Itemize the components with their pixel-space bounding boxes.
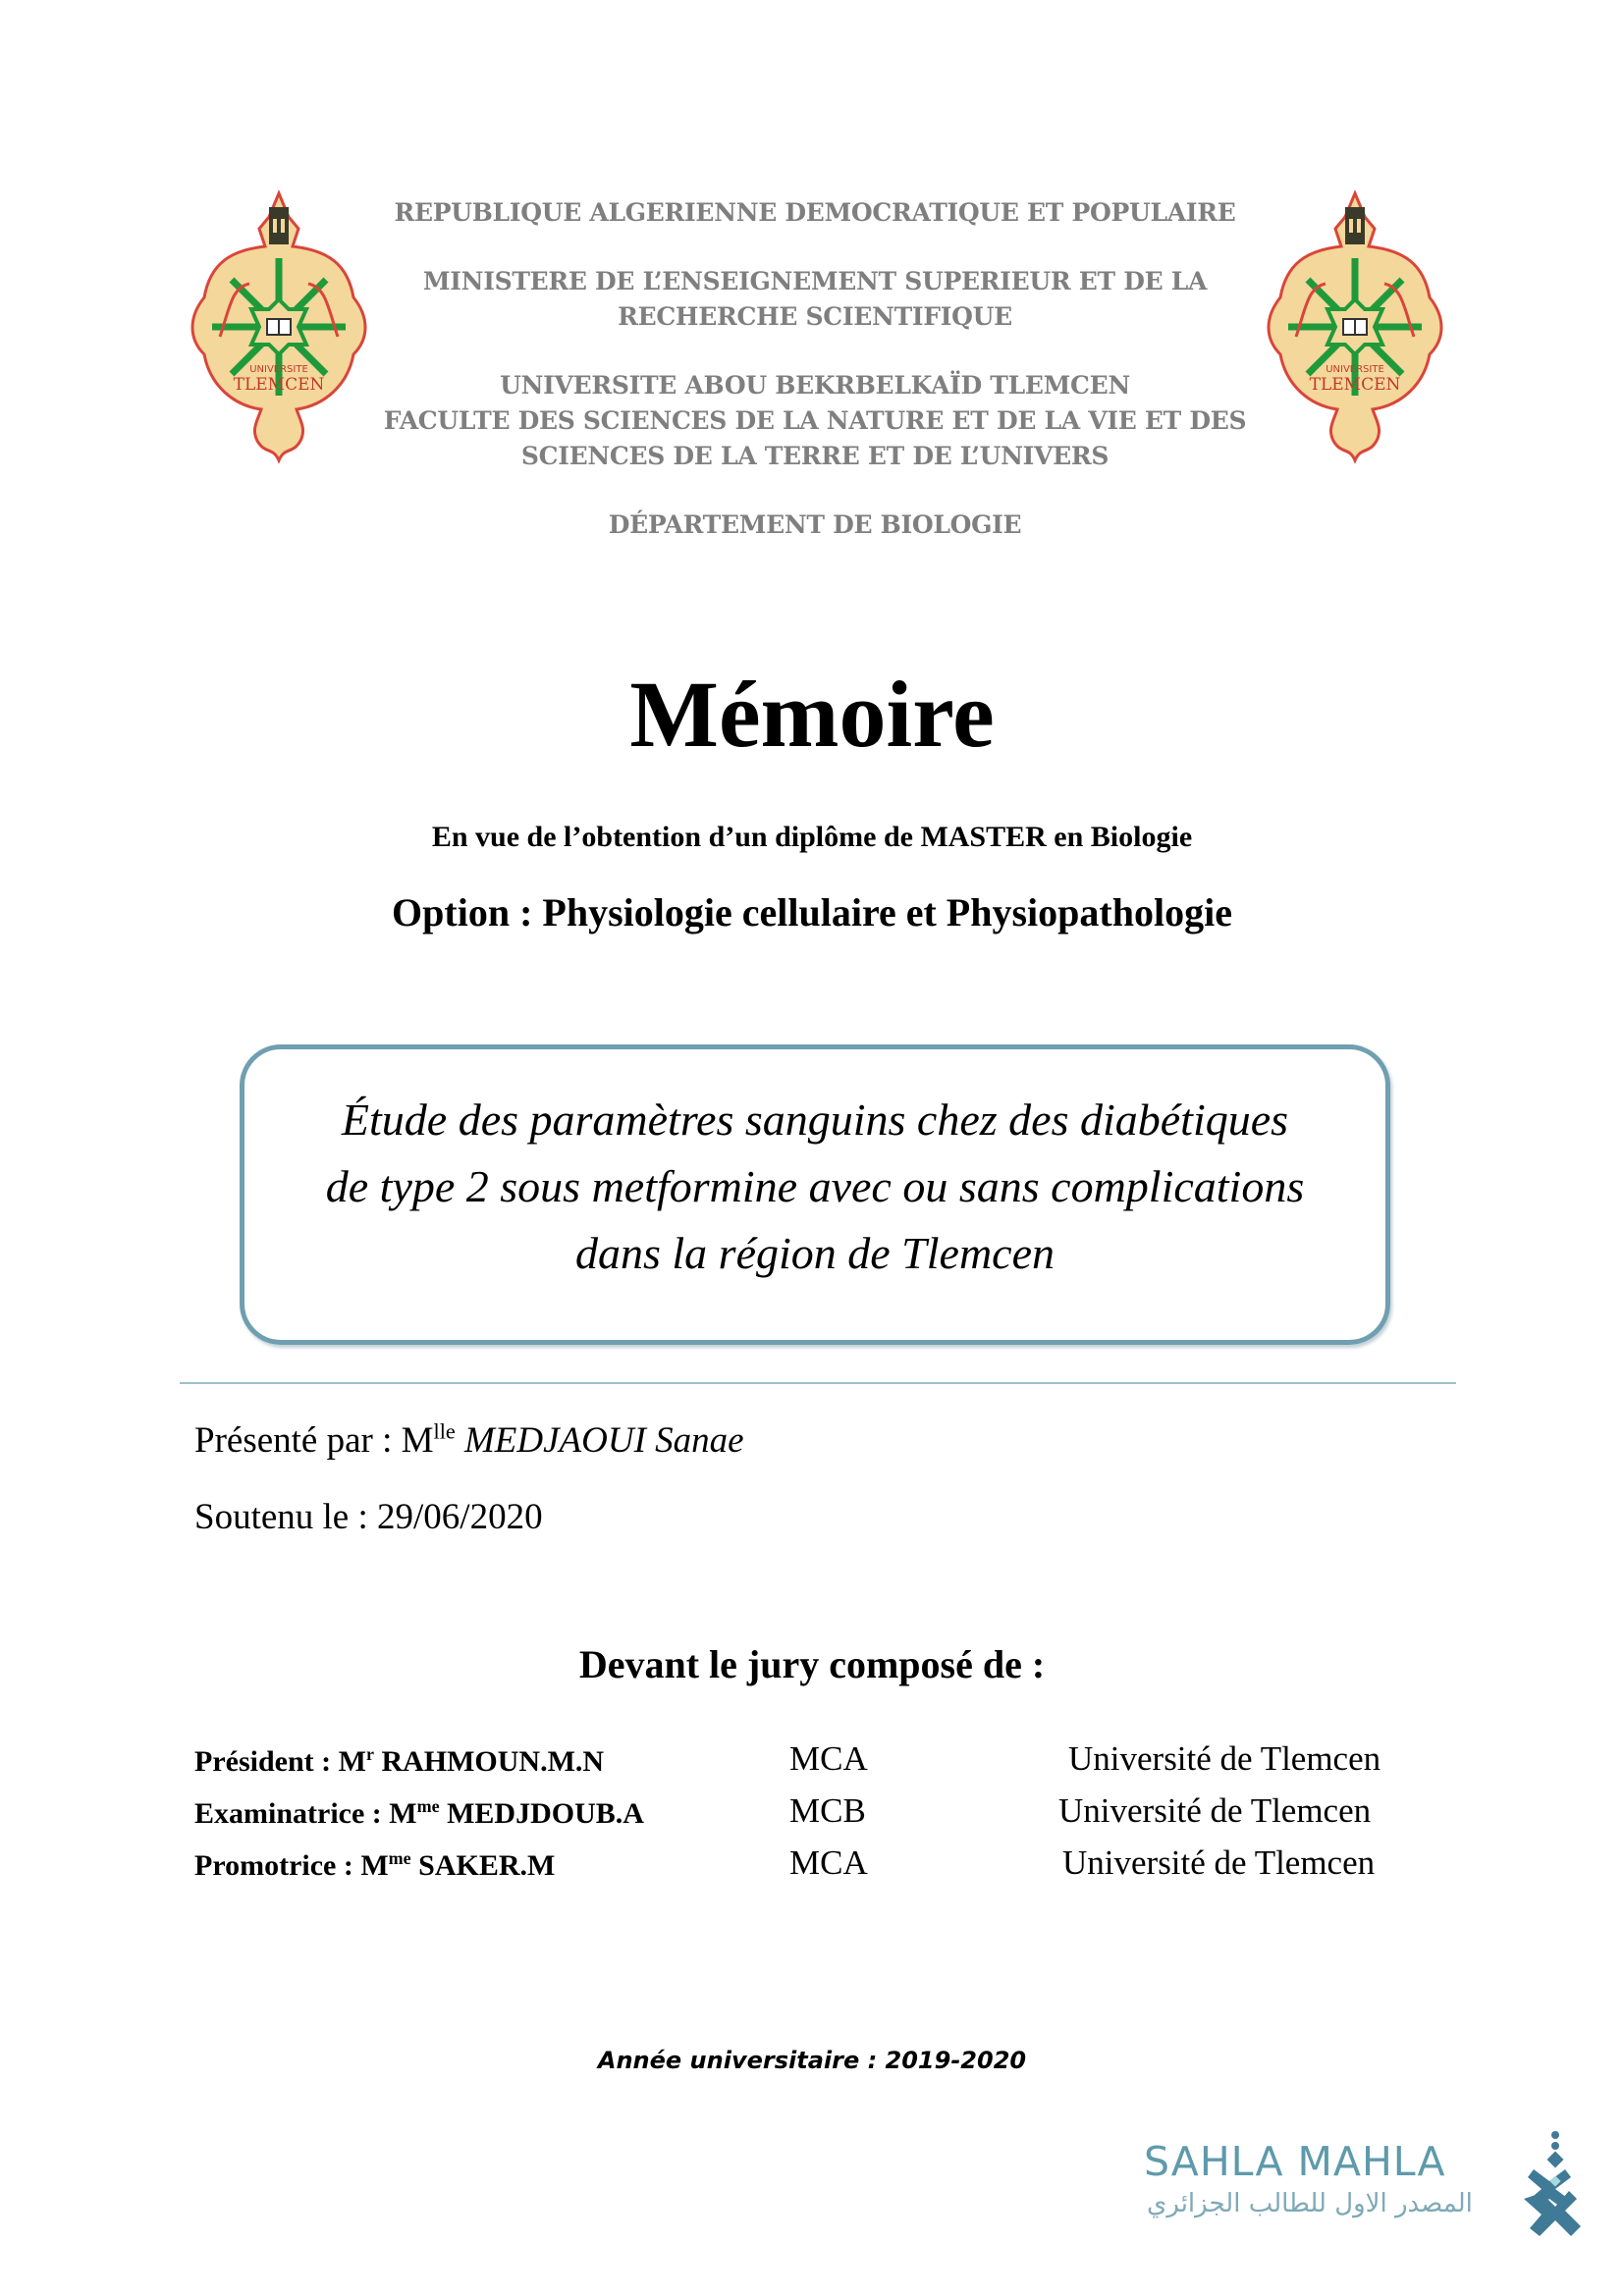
- document-title: Mémoire: [629, 662, 995, 767]
- university-tlemcen-emblem-icon: [192, 193, 365, 460]
- header-republic: REPUBLIQUE ALGERIENNE DEMOCRATIQUE ET POPULAIRE: [394, 198, 1236, 227]
- header-department: DÉPARTEMENT DE BIOLOGIE: [608, 510, 1022, 539]
- jury-member-examiner: [194, 1791, 1471, 1841]
- university-tlemcen-emblem-icon: [1269, 193, 1441, 460]
- presenter-label: Présenté par : M: [194, 1420, 434, 1461]
- jury-member-institution: Université de Tlemcen: [1068, 1739, 1381, 1778]
- header-faculty-line1: FACULTE DES SCIENCES DE LA NATURE ET DE LA VIE ET DES: [383, 406, 1247, 435]
- defense-date: 29/06/2020: [377, 1497, 543, 1537]
- university-logo-left: [190, 189, 367, 464]
- presenter-name: MEDJAOUI Sanae: [463, 1420, 744, 1461]
- svg-text:UNIVERSITE: UNIVERSITE: [249, 364, 308, 375]
- jury-member-president: [194, 1739, 1471, 1789]
- thesis-title-line: dans la région de Tlemcen: [574, 1228, 1056, 1278]
- header-ministry-line1: MINISTERE DE L’ENSEIGNEMENT SUPERIEUR ET DE LA: [422, 267, 1208, 295]
- jury-member-grade: MCB: [789, 1791, 866, 1830]
- jury-member-institution: Université de Tlemcen: [1062, 1843, 1376, 1882]
- header-ministry-line2: RECHERCHE SCIENTIFIQUE: [618, 302, 1012, 331]
- jury-member-grade: MCA: [789, 1843, 868, 1882]
- option-line: Option : Physiologie cellulaire et Physiopathologie: [392, 890, 1232, 934]
- divider: [180, 1382, 1456, 1384]
- jury-member-grade: MCA: [789, 1739, 868, 1778]
- university-logo-right: [1267, 189, 1443, 464]
- presenter-line: [194, 1419, 744, 1462]
- thesis-title-line: de type 2 sous metformine avec ou sans complications: [325, 1161, 1305, 1211]
- academic-year: Année universitaire : 2019-2020: [597, 2047, 1027, 2074]
- svg-text:TLEMCEN: TLEMCEN: [1309, 375, 1401, 395]
- header-faculty-line2: SCIENCES DE LA TERRE ET DE L’UNIVERS: [520, 442, 1110, 470]
- brand-name: SAHLA MAHLA: [1144, 2138, 1446, 2185]
- jury-member-name: Examinatrice : $M^{me}$ MEDJDOUB.A: [194, 1796, 644, 1830]
- jury-member-name: Promotrice : $M^{me}$ SAKER.M: [194, 1848, 556, 1882]
- header-university: UNIVERSITE ABOU BEKRBELKAÏD TLEMCEN: [500, 371, 1130, 400]
- thesis-title: [244, 1087, 1385, 1287]
- presenter-title-sup: lle: [433, 1418, 456, 1444]
- degree-subtitle: En vue de l’obtention d’un diplôme de MASTER en Biologie: [431, 821, 1193, 853]
- svg-text:TLEMCEN: TLEMCEN: [233, 375, 325, 395]
- defense-line: [194, 1496, 543, 1538]
- calligraphy-logo-icon: [1520, 2130, 1581, 2238]
- brand-tagline: المصدر الاول للطالب الجزائري: [1147, 2189, 1473, 2218]
- defense-label: Soutenu le :: [194, 1497, 378, 1537]
- jury-member-supervisor: [194, 1843, 1471, 1893]
- thesis-title-line: Étude des paramètres sanguins chez des diabétiques: [341, 1095, 1289, 1145]
- jury-heading: Devant le jury composé de :: [578, 1642, 1046, 1686]
- jury-member-institution: Université de Tlemcen: [1058, 1791, 1372, 1830]
- jury-member-name: Président : $M^r$ RAHMOUN.M.N: [194, 1744, 605, 1778]
- thesis-title-box: [240, 1044, 1390, 1345]
- svg-text:UNIVERSITE: UNIVERSITE: [1326, 364, 1384, 375]
- sahla-mahla-watermark: [1139, 2130, 1581, 2238]
